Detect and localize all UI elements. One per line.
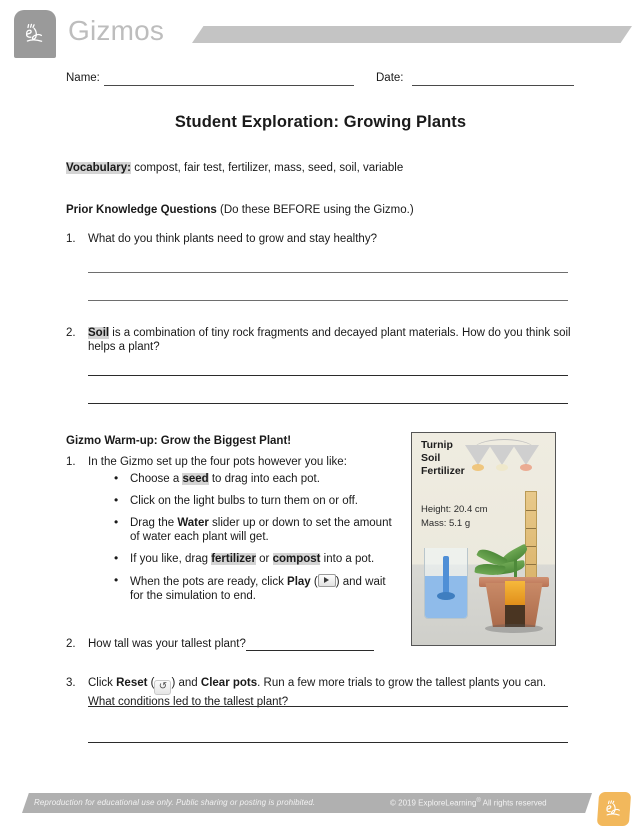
gizmo-simulation-image[interactable] <box>411 432 556 646</box>
list-item <box>112 574 402 603</box>
pk-question-2 <box>66 326 571 354</box>
bullet-2-text: Click on the light bulbs to turn them on or off. <box>130 495 358 507</box>
bullet-5-paren-open: ( <box>310 576 318 588</box>
pk-question-1-text: What do you think plants need to grow and stay healthy? <box>88 233 377 245</box>
brand-name: Gizmos <box>68 15 165 46</box>
q3-clear-term: Clear pots <box>200 677 258 689</box>
warmup-heading: Gizmo Warm-up: Grow the Biggest Plant! <box>66 435 292 447</box>
bullet-4-post: into a pot. <box>320 553 375 565</box>
reset-button-icon[interactable]: ↺ <box>154 680 171 695</box>
warmup-question-3-number: 3. <box>66 677 76 689</box>
prior-knowledge-heading-text: Prior Knowledge Questions <box>66 204 217 216</box>
copyright-text: © 2019 ExploreLearning <box>390 798 477 808</box>
warmup-question-3 <box>66 676 571 709</box>
el-script-logo-icon <box>597 792 631 826</box>
name-date-row <box>66 72 576 90</box>
q3-paren-open: ( <box>147 677 155 689</box>
footer-copyright <box>390 798 547 808</box>
warmup-question-1-text: In the Gizmo set up the four pots however you like: <box>88 456 347 468</box>
bullet-5-post: ) and wait for the simulation to end. <box>130 576 386 602</box>
sim-medium: Soil <box>421 452 441 464</box>
warmup-question-1-number: 1. <box>66 456 76 468</box>
answer-line[interactable] <box>88 375 568 376</box>
q3-pre: Click <box>88 677 117 689</box>
play-button-icon[interactable] <box>318 574 336 587</box>
pk-question-1 <box>66 232 576 246</box>
pk-question-2-number: 2. <box>66 327 76 339</box>
pk-question-1-number: 1. <box>66 233 76 245</box>
bullet-3-pre: Drag the <box>130 517 178 529</box>
pk-question-2-rest: is a combination of tiny rock fragments and decayed plant materials. How do you think soil helps a plant? <box>88 327 571 353</box>
vocabulary-line <box>66 161 586 175</box>
warmup-question-2 <box>66 637 396 651</box>
date-label: Date: <box>376 72 404 84</box>
water-beaker-icon <box>424 548 468 619</box>
answer-line[interactable] <box>88 742 568 743</box>
bullet-5-pre: When the pots are ready, click <box>130 576 288 588</box>
answer-line[interactable] <box>246 650 374 651</box>
bullet-4-term-2: compost <box>272 553 321 565</box>
footer-notice: Reproduction for educational use only. Public sharing or posting is prohibited. <box>34 798 316 807</box>
bullet-4-mid: or <box>255 553 273 565</box>
sim-mass-readout: Mass: 5.1 g <box>421 518 471 529</box>
q3-post: . Run a few more trials to grow the tallest plants you can. What conditions led to the tallest plant? <box>88 677 547 708</box>
warmup-bullet-list <box>112 472 402 611</box>
warmup-question-2-number: 2. <box>66 638 76 650</box>
name-input-line[interactable] <box>104 85 354 86</box>
date-input-line[interactable] <box>412 85 574 86</box>
warmup-question-3-text <box>88 676 571 709</box>
warmup-question-1 <box>66 455 396 469</box>
bullet-3-post: slider up or down to set the amount of water each plant will get. <box>130 517 392 543</box>
bullet-4-pre: If you like, drag <box>130 553 212 565</box>
list-item <box>112 552 402 566</box>
vocabulary-label: Vocabulary: <box>66 162 131 174</box>
prior-knowledge-heading-suffix: (Do these BEFORE using the Gizmo.) <box>220 204 414 216</box>
page-header <box>0 0 641 68</box>
name-label: Name: <box>66 72 100 84</box>
pk-question-2-text <box>88 326 571 354</box>
bullet-4-term: fertilizer <box>211 553 256 565</box>
answer-line[interactable] <box>88 403 568 404</box>
simulation-labels <box>421 439 465 478</box>
vocabulary-terms: compost, fair test, fertilizer, mass, seed, soil, variable <box>134 162 404 174</box>
bullet-5-term: Play <box>287 576 311 588</box>
answer-line[interactable] <box>88 300 568 301</box>
q3-reset-term: Reset <box>116 677 148 689</box>
answer-line[interactable] <box>88 272 568 273</box>
bullet-1-post: to drag into each pot. <box>208 473 320 485</box>
sim-additive: Fertilizer <box>421 465 465 477</box>
warmup-question-2-text: How tall was your tallest plant? <box>88 638 246 650</box>
q3-mid: ) and <box>171 677 201 689</box>
header-banner-shape <box>192 26 632 43</box>
sim-height-readout: Height: 20.4 cm <box>421 504 488 515</box>
registered-mark: ® <box>476 798 481 804</box>
bullet-3-term: Water <box>177 517 209 529</box>
fertilizer-band <box>505 581 525 605</box>
el-script-logo-icon <box>14 10 56 58</box>
list-item <box>112 472 402 486</box>
bullet-1-term: seed <box>182 473 209 485</box>
list-item <box>112 494 402 508</box>
answer-line[interactable] <box>88 706 568 707</box>
page-title: Student Exploration: Growing Plants <box>174 113 467 131</box>
bullet-1-pre: Choose a <box>130 473 183 485</box>
pot-shadow <box>485 624 543 633</box>
simulation-stats <box>421 503 488 531</box>
pk-question-2-term: Soil <box>88 327 110 339</box>
grow-lights-icon <box>465 437 551 471</box>
sim-plant-type: Turnip <box>421 439 453 451</box>
prior-knowledge-heading <box>66 203 586 217</box>
copyright-tail: All rights reserved <box>480 798 547 808</box>
list-item <box>112 516 402 544</box>
